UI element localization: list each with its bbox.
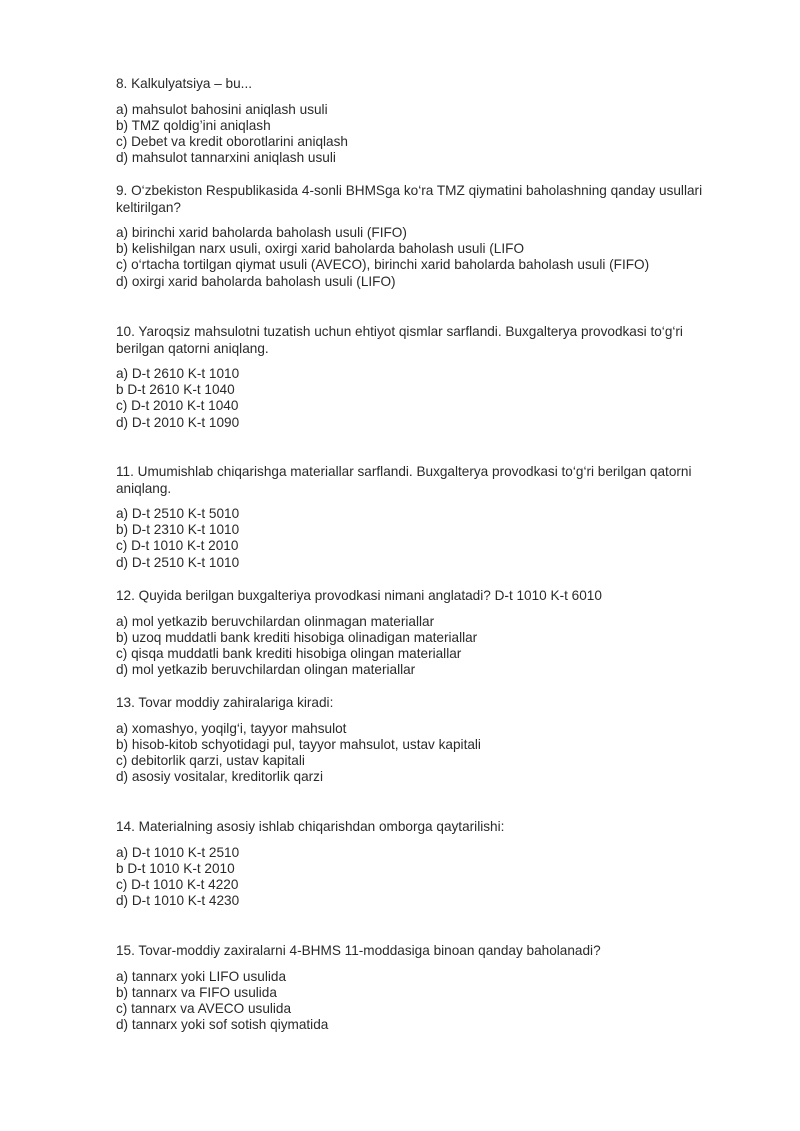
option-c: c) o‘rtacha tortilgan qiymat usuli (AVECO), birinchi xarid baholarda baholash usuli (FIFO) [116, 257, 650, 273]
answer-options [116, 721, 728, 786]
question-10 [116, 324, 728, 431]
option-a: a) D-t 2510 K-t 5010 [116, 506, 240, 521]
option-b: b) kelishilgan narx usuli, oxirgi xarid baholarda baholash usuli (LIFO [116, 241, 525, 257]
question-text: 12. Quyida berilgan buxgalteriya provodkasi nimani anglatadi? D-t 1010 K-t 6010 [116, 588, 602, 603]
answer-options [116, 845, 728, 910]
question-text: 11. Umumishlab chiqarishga materiallar sarflandi. Buxgalterya provodkasi to‘g‘ri berilgan qatorni aniqlang. [116, 464, 692, 496]
option-d: d) D-t 1010 K-t 4230 [116, 893, 240, 909]
option-d: d) D-t 2510 K-t 1010 [116, 554, 240, 570]
option-b: b) uzoq muddatli bank krediti hisobiga olinadigan materiallar [116, 629, 478, 645]
answer-options [116, 225, 728, 290]
option-a: a) tannarx yoki LIFO usulida [116, 968, 287, 984]
option-a: a) xomashyo, yoqilg‘i, tayyor mahsulot [116, 720, 347, 736]
question-text: 13. Tovar moddiy zahiralariga kiradi: [116, 695, 334, 710]
answer-options [116, 614, 728, 679]
question-text: 15. Tovar-moddiy zaxiralarni 4-BHMS 11-moddasiga binoan qanday baholanadi? [116, 943, 601, 958]
question-9 [116, 183, 728, 290]
option-b: b) tannarx va FIFO usulida [116, 984, 277, 1000]
option-a: a) D-t 2610 K-t 1010 [116, 366, 240, 381]
option-c: c) tannarx va AVECO usulida [116, 1000, 292, 1016]
question-text: 14. Materialning asosiy ishlab chiqarishdan omborga qaytarilishi: [116, 819, 505, 834]
option-c: c) qisqa muddatli bank krediti hisobiga olingan materiallar [116, 645, 462, 661]
option-b: b D-t 2610 K-t 1040 [116, 382, 235, 398]
answer-options [116, 102, 728, 167]
option-d: d) mahsulot tannarxini aniqlash usuli [116, 150, 336, 166]
option-b: b) hisob-kitob schyotidagi pul, tayyor mahsulot, ustav kapitali [116, 736, 481, 752]
question-text: 10. Yaroqsiz mahsulotni tuzatish uchun ehtiyot qismlar sarflandi. Buxgalterya provodkasi to‘g‘ri berilgan qatorni aniqlang. [116, 324, 683, 356]
option-b: b D-t 1010 K-t 2010 [116, 860, 235, 876]
option-a: a) mahsulot bahosini aniqlash usuli [116, 101, 328, 117]
option-a: a) birinchi xarid baholarda baholash usuli (FIFO) [116, 225, 407, 240]
option-c: c) debitorlik qarzi, ustav kapitali [116, 752, 305, 768]
question-text: 8. Kalkulyatsiya – bu... [116, 76, 253, 91]
option-d: d) D-t 2010 K-t 1090 [116, 414, 240, 430]
question-8 [116, 76, 728, 166]
option-c: c) Debet va kredit oborotlarini aniqlash [116, 133, 348, 149]
option-d: d) oxirgi xarid baholarda baholash usuli (LIFO) [116, 273, 396, 289]
answer-options [116, 366, 728, 431]
option-b: b) TMZ qoldig’ini aniqlash [116, 117, 271, 133]
question-13 [116, 695, 728, 785]
option-d: d) mol yetkazib beruvchilardan olingan materiallar [116, 662, 416, 678]
option-c: c) D-t 1010 K-t 4220 [116, 876, 239, 892]
question-15 [116, 943, 728, 1033]
option-c: c) D-t 2010 K-t 1040 [116, 398, 239, 414]
answer-options [116, 969, 728, 1034]
option-c: c) D-t 1010 K-t 2010 [116, 538, 239, 554]
option-a: a) mol yetkazib beruvchilardan olinmagan materiallar [116, 613, 435, 629]
question-14 [116, 819, 728, 909]
question-12 [116, 588, 728, 678]
question-text: 9. O‘zbekiston Respublikasida 4-sonli BHMSga ko‘ra TMZ qiymatini baholashning qanday usullari keltirilgan? [116, 183, 703, 215]
option-b: b) D-t 2310 K-t 1010 [116, 522, 240, 538]
option-d: d) asosiy vositalar, kreditorlik qarzi [116, 769, 323, 785]
option-d: d) tannarx yoki sof sotish qiymatida [116, 1017, 329, 1033]
answer-options [116, 506, 728, 571]
option-a: a) D-t 1010 K-t 2510 [116, 844, 240, 860]
question-11 [116, 464, 728, 571]
